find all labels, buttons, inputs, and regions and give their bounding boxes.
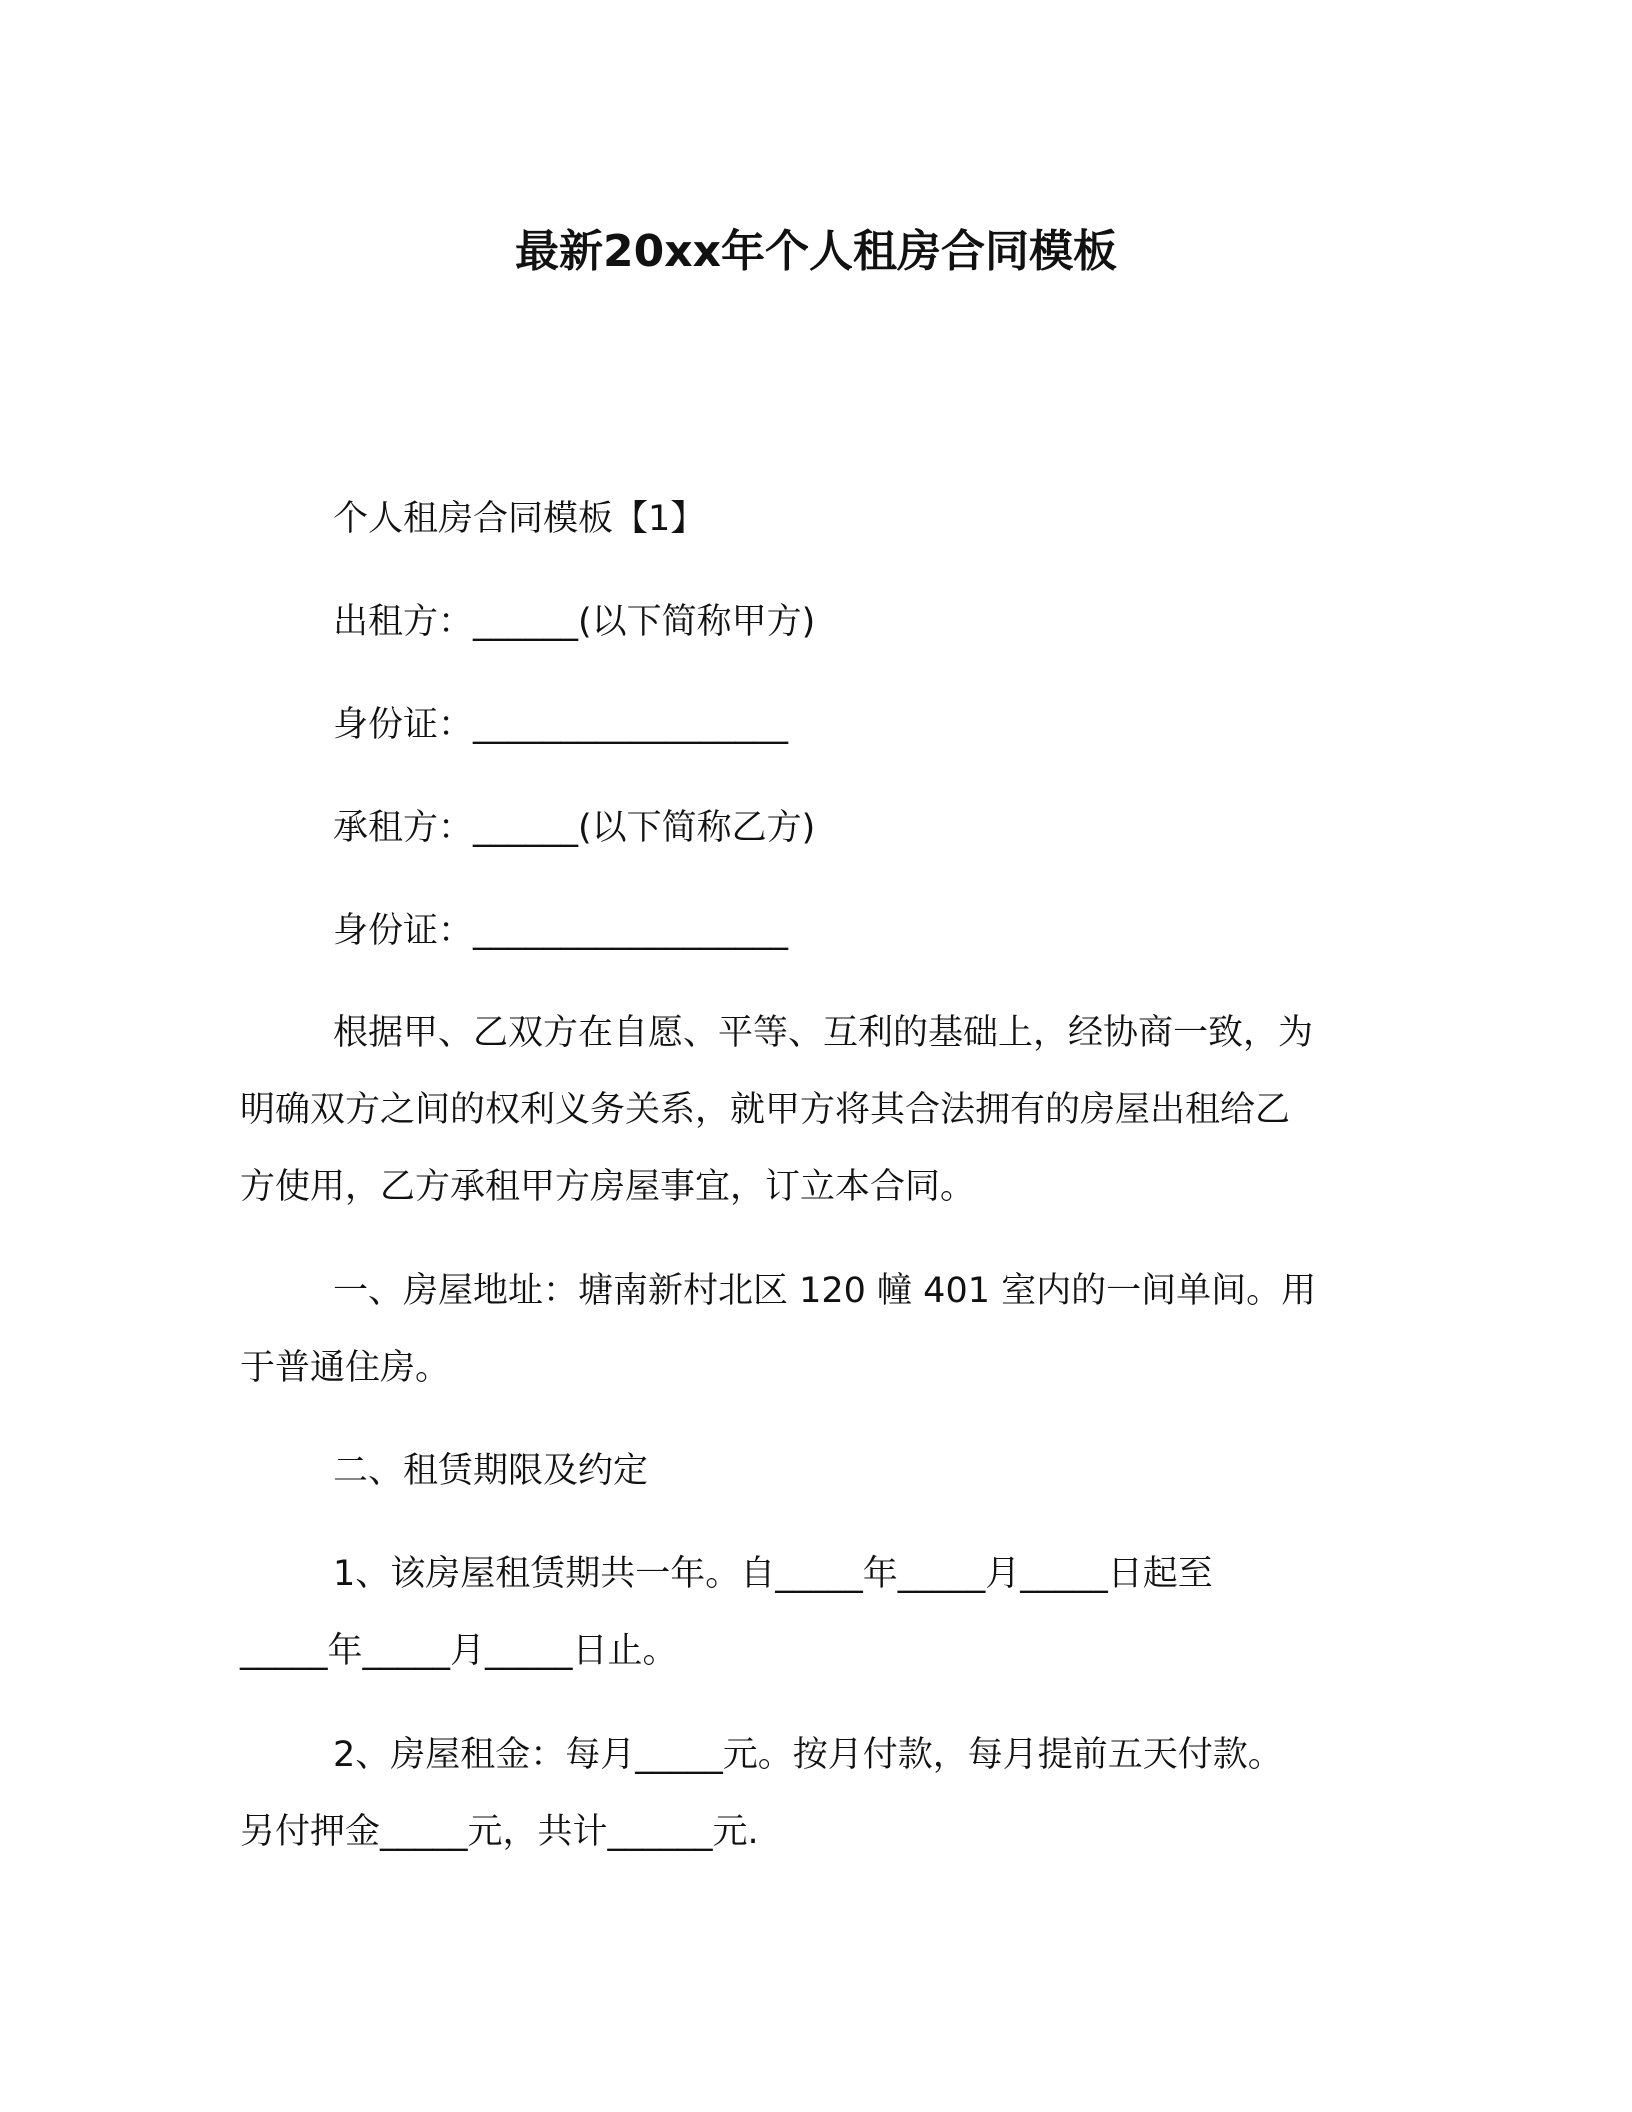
clause-2-2-line-1: 2、房屋租金：每月_____元。按月付款，每月提前五天付款。 (333, 1735, 1283, 1775)
clause-2-2-line-2: 另付押金_____元，共计______元. (240, 1812, 759, 1852)
intro-paragraph-line-2: 明确双方之间的权利义务关系，就甲方将其合法拥有的房屋出租给乙 (240, 1090, 1291, 1130)
lessee-line: 承租方：______(以下简称乙方) (333, 808, 816, 848)
lessor-line: 出租方：______(以下简称甲方) (333, 602, 816, 642)
clause-1-line-2: 于普通住房。 (240, 1348, 451, 1388)
lessee-id-line: 身份证：__________________ (333, 911, 789, 951)
contract-subtitle: 个人租房合同模板【1】 (333, 499, 706, 539)
clause-2-1-line-2: _____年_____月_____日止。 (240, 1631, 678, 1671)
intro-paragraph-line-3: 方使用，乙方承租甲方房屋事宜，订立本合同。 (240, 1167, 976, 1207)
intro-paragraph-line-1: 根据甲、乙双方在自愿、平等、互利的基础上，经协商一致，为 (333, 1013, 1314, 1053)
lessor-id-line: 身份证：__________________ (333, 705, 789, 745)
clause-2-heading: 二、租赁期限及约定 (333, 1451, 649, 1491)
clause-1-line-1: 一、房屋地址：塘南新村北区 120 幢 401 室内的一间单间。用 (333, 1271, 1317, 1311)
document-title: 最新20xx年个人租房合同模板 (515, 226, 1117, 277)
clause-2-1-line-1: 1、该房屋租赁期共一年。自_____年_____月_____日起至 (333, 1554, 1213, 1594)
